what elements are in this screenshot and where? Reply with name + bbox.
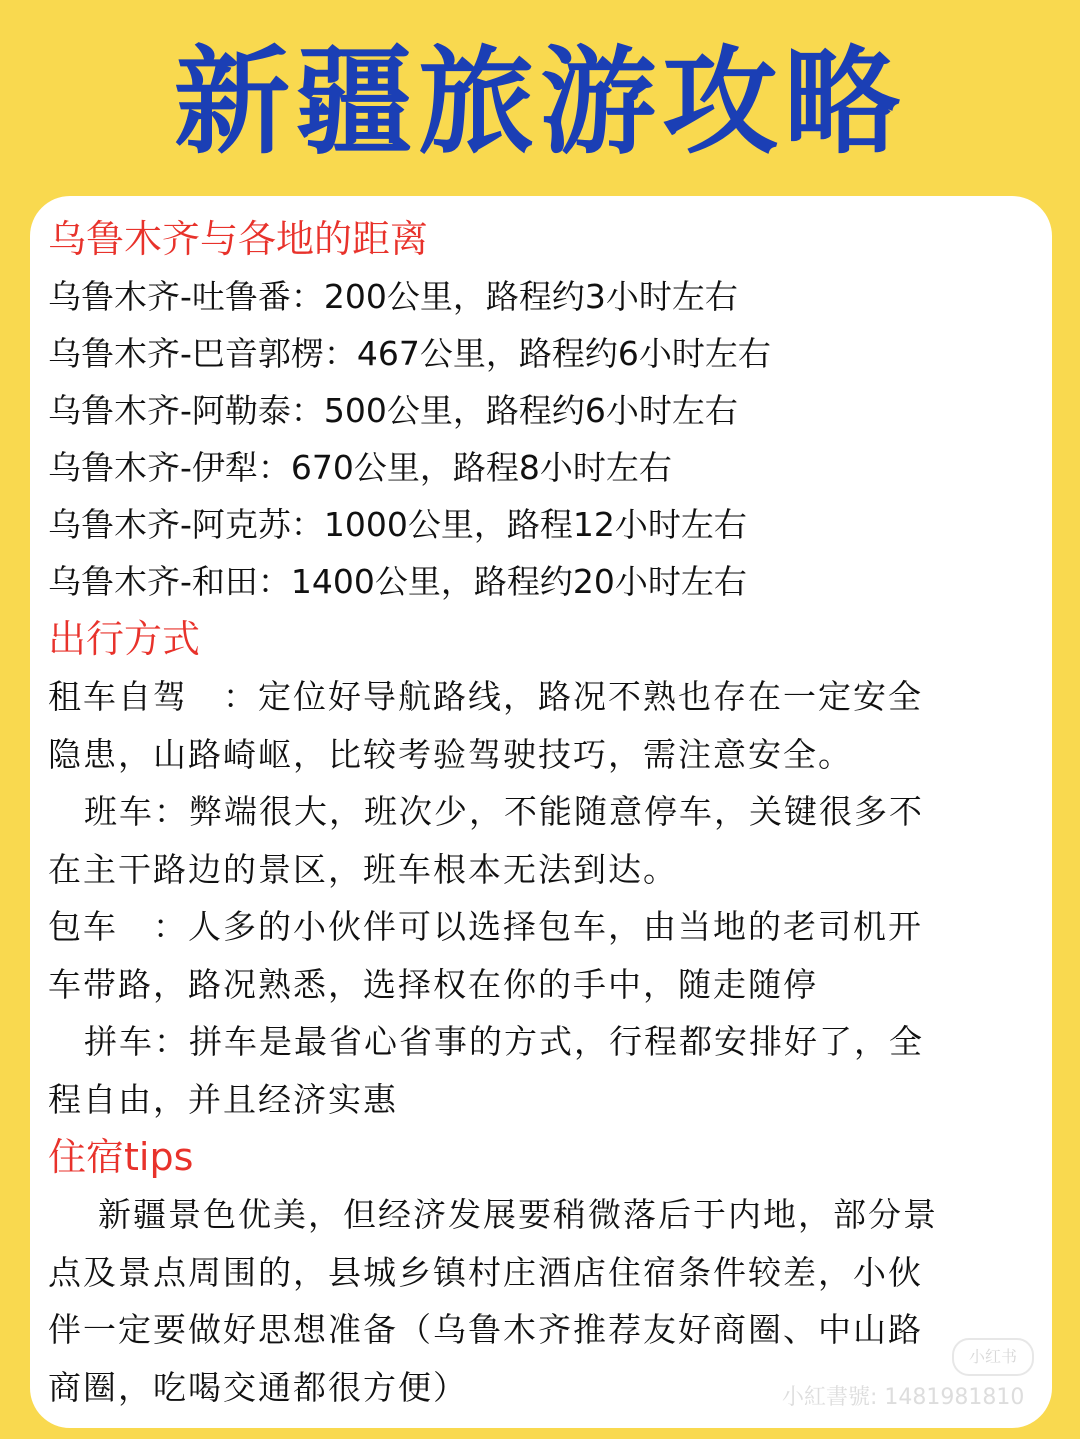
transport-self-drive: 租车自驾 ：定位好导航路线，路况不熟也存在一定安全隐患，山路崎岖，比较考验驾驶技巧，需注意安全。 [48,677,923,774]
distance-line: 乌鲁木齐-巴音郭楞：467公里，路程约6小时左右 [48,334,771,373]
distance-line: 乌鲁木齐-阿克苏：1000公里，路程12小时左右 [48,505,747,544]
transport-carpool: 拼车：拼车是最省心省事的方式，行程都安排好了，全程自由，并且经济实惠 [48,1022,924,1119]
transport-bus: 班车：弊端很大，班次少，不能随意停车，关键很多不在主干路边的景区，班车根本无法到达。 [48,792,924,889]
distance-heading: 乌鲁木齐与各地的距离 [48,217,429,261]
article-body [48,210,948,1416]
page-title: 新疆旅游攻略 [174,35,906,170]
lodging-heading: 住宿tips [48,1135,194,1179]
transport-charter: 包车 ：人多的小伙伴可以选择包车，由当地的老司机开车带路，路况熟悉，选择权在你的手中，随走随停 [48,907,923,1004]
distance-line: 乌鲁木齐-吐鲁番：200公里，路程约3小时左右 [48,277,738,316]
distance-line: 乌鲁木齐-和田：1400公里，路程约20小时左右 [48,562,747,601]
distance-line: 乌鲁木齐-伊犁：670公里，路程8小时左右 [48,448,672,487]
transport-heading: 出行方式 [48,617,201,661]
lodging-paragraph: 新疆景色优美，但经济发展要稍微落后于内地，部分景点及景点周围的，县城乡镇村庄酒店住宿条件较差，小伙伴一定要做好思想准备（乌鲁木齐推荐友好商圈、中山路商圈，吃喝交通都很方便） [48,1195,938,1407]
distance-line: 乌鲁木齐-阿勒泰：500公里，路程约6小时左右 [48,391,738,430]
watermark-logo: 小红书 [952,1338,1034,1376]
watermark-text: 小紅書號: 1481981810 [782,1385,1025,1410]
